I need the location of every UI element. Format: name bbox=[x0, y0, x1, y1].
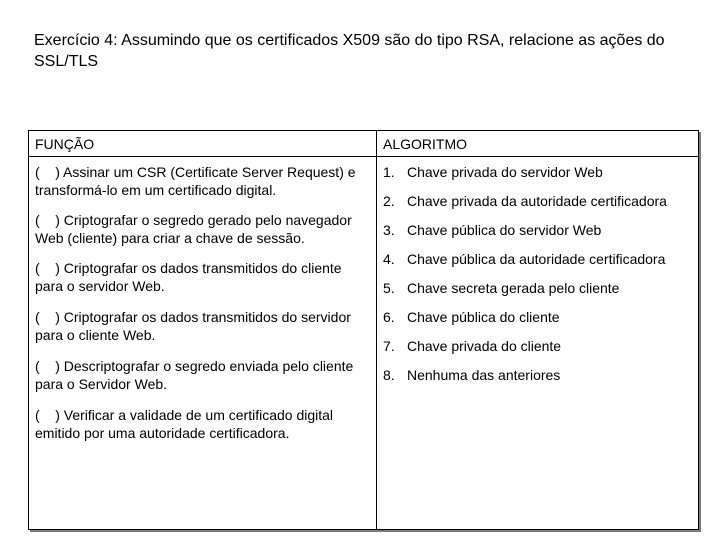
algorithm-item bbox=[383, 279, 683, 297]
function-item: ( ) Verificar a validade de um certificado digital emitido por uma autoridade certificadora. bbox=[35, 407, 337, 441]
column-divider bbox=[376, 131, 377, 529]
algorithm-text: Chave secreta gerada pelo cliente bbox=[407, 280, 620, 296]
matching-table bbox=[28, 130, 699, 530]
algorithm-item bbox=[383, 308, 683, 326]
algorithm-item bbox=[383, 163, 683, 181]
algorithm-text: Chave pública do servidor Web bbox=[407, 222, 602, 238]
exercise-title: Exercício 4: Assumindo que os certificados X509 são do tipo RSA, relacione as ações do SSL/TLS bbox=[34, 32, 665, 70]
algorithm-item bbox=[383, 337, 683, 355]
algorithm-text: Chave privada da autoridade certificadora bbox=[407, 193, 667, 209]
algorithm-number: 2. bbox=[383, 193, 395, 209]
algorithm-item bbox=[383, 250, 683, 268]
function-item: ( ) Criptografar os dados transmitidos do cliente para o servidor Web. bbox=[35, 260, 346, 294]
function-item: ( ) Criptografar o segredo gerado pelo navegador Web (cliente) para criar a chave de sessão. bbox=[35, 212, 356, 246]
algorithm-text: Chave privada do servidor Web bbox=[407, 164, 603, 180]
algorithm-item bbox=[383, 221, 683, 239]
header-funcao: FUNÇÃO bbox=[35, 136, 95, 152]
algorithm-number: 3. bbox=[383, 222, 395, 238]
header-divider bbox=[29, 156, 698, 157]
algorithm-text: Chave pública do cliente bbox=[407, 309, 560, 325]
function-item: ( ) Descriptografar o segredo enviada pelo cliente para o Servidor Web. bbox=[35, 358, 358, 392]
algorithm-text: Nenhuma das anteriores bbox=[407, 367, 561, 383]
algorithms-column bbox=[383, 163, 683, 395]
header-algoritmo: ALGORITMO bbox=[383, 136, 468, 152]
algorithm-number: 6. bbox=[383, 309, 395, 325]
algorithm-number: 7. bbox=[383, 338, 395, 354]
algorithm-number: 4. bbox=[383, 251, 395, 267]
algorithm-number: 5. bbox=[383, 280, 395, 296]
function-item: ( ) Assinar um CSR (Certificate Server Request) e transformá-lo em um certificado digital. bbox=[35, 164, 360, 198]
algorithm-item bbox=[383, 366, 683, 384]
algorithm-text: Chave pública da autoridade certificadora bbox=[407, 251, 666, 267]
algorithm-number: 8. bbox=[383, 367, 395, 383]
function-item: ( ) Criptografar os dados transmitidos do servidor para o cliente Web. bbox=[35, 309, 355, 343]
algorithm-text: Chave privada do cliente bbox=[407, 338, 562, 354]
algorithm-number: 1. bbox=[383, 164, 395, 180]
algorithm-item bbox=[383, 192, 683, 210]
functions-column bbox=[35, 163, 371, 454]
